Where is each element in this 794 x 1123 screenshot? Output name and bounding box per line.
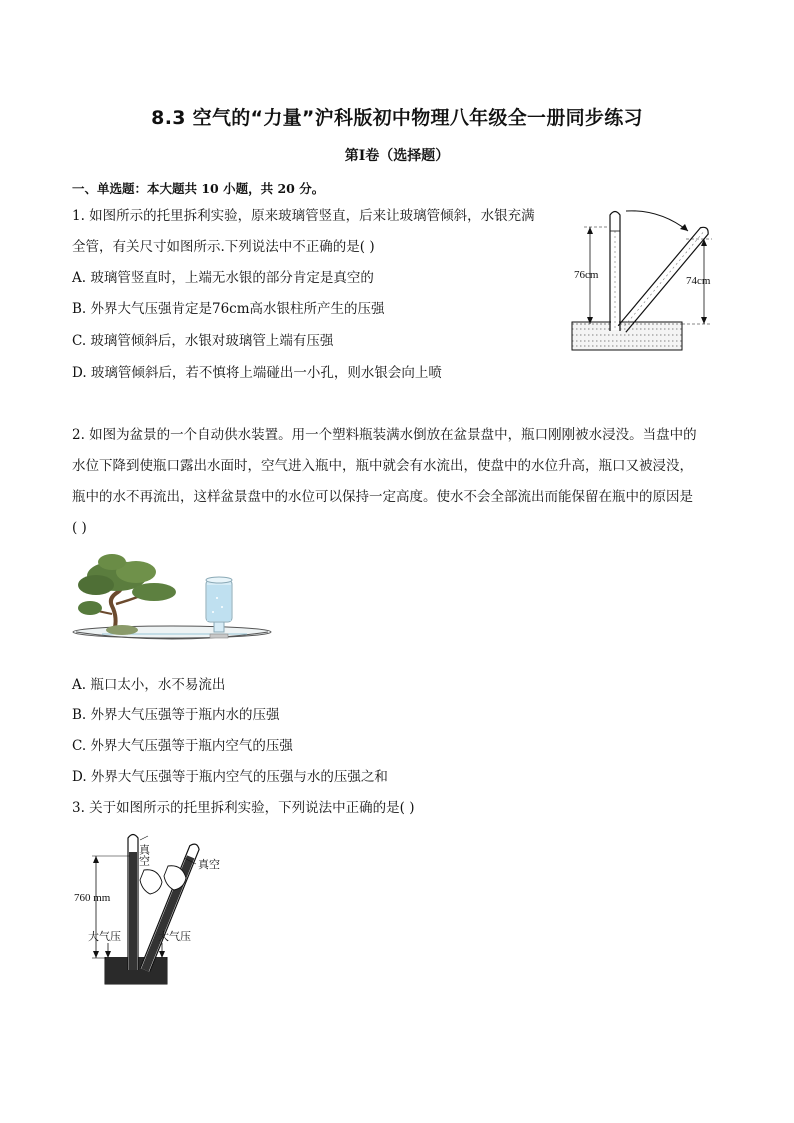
q3-label-vacuum-left-line1: 真空 (137, 844, 151, 866)
q3-label-vacuum-right: 真空 (198, 858, 220, 871)
q1-option-b[interactable]: B. 外界大气压强肯定是76cm高水银柱所产生的压强 (72, 301, 385, 317)
q1-label-74cm: 74cm (686, 275, 711, 287)
q1-option-c[interactable]: C. 玻璃管倾斜后，水银对玻璃管上端有压强 (72, 333, 334, 349)
q3-label-760mm: 760 mm (74, 892, 111, 904)
q3-label-pressure-right: 大气压 (158, 930, 191, 943)
q2-option-d[interactable]: D. 外界大气压强等于瓶内空气的压强与水的压强之和 (72, 769, 388, 785)
q3-stem-line-1: 3. 关于如图所示的托里拆利实验，下列说法中正确的是( ) (72, 800, 415, 816)
q3-label-pressure-left: 大气压 (88, 930, 121, 943)
q2-stem-line-4: ( ) (72, 520, 87, 536)
q1-option-d[interactable]: D. 玻璃管倾斜后，若不慎将上端碰出一小孔，则水银会向上喷 (72, 365, 442, 381)
page-title: 8.3 空气的“力量”沪科版初中物理八年级全一册同步练习 (151, 107, 643, 129)
q2-bonsai-figure (72, 552, 277, 652)
q2-option-c[interactable]: C. 外界大气压强等于瓶内空气的压强 (72, 738, 293, 754)
q1-torricelli-figure (560, 205, 730, 355)
q2-option-b[interactable]: B. 外界大气压强等于瓶内水的压强 (72, 707, 280, 723)
q3-torricelli-figure (72, 830, 242, 990)
q1-stem-line-2: 全管，有关尺寸如图所示.下列说法中不正确的是( ) (72, 239, 375, 255)
q1-stem-line-1: 1. 如图所示的托里拆利实验，原来玻璃管竖直，后来让玻璃管倾斜，水银充满 (72, 208, 535, 224)
q2-option-a[interactable]: A. 瓶口太小，水不易流出 (72, 677, 226, 693)
q2-stem-line-1: 2. 如图为盆景的一个自动供水装置。用一个塑料瓶装满水倒放在盆景盘中，瓶口刚刚被水浸没。当盘中的 (72, 427, 697, 443)
q1-label-76cm: 76cm (574, 269, 599, 281)
section-heading: 一、单选题：本大题共 10 小题，共 20 分。 (72, 181, 325, 196)
q2-stem-line-2: 水位下降到使瓶口露出水面时，空气进入瓶中，瓶中就会有水流出，使盘中的水位升高，瓶口又被浸没， (72, 458, 693, 474)
q1-option-a[interactable]: A. 玻璃管竖直时，上端无水银的部分肯定是真空的 (72, 270, 374, 286)
volume-title: 第Ⅰ卷（选择题） (344, 148, 450, 164)
q2-stem-line-3: 瓶中的水不再流出，这样盆景盘中的水位可以保持一定高度。使水不会全部流出而能保留在瓶中的原因是 (72, 489, 693, 505)
